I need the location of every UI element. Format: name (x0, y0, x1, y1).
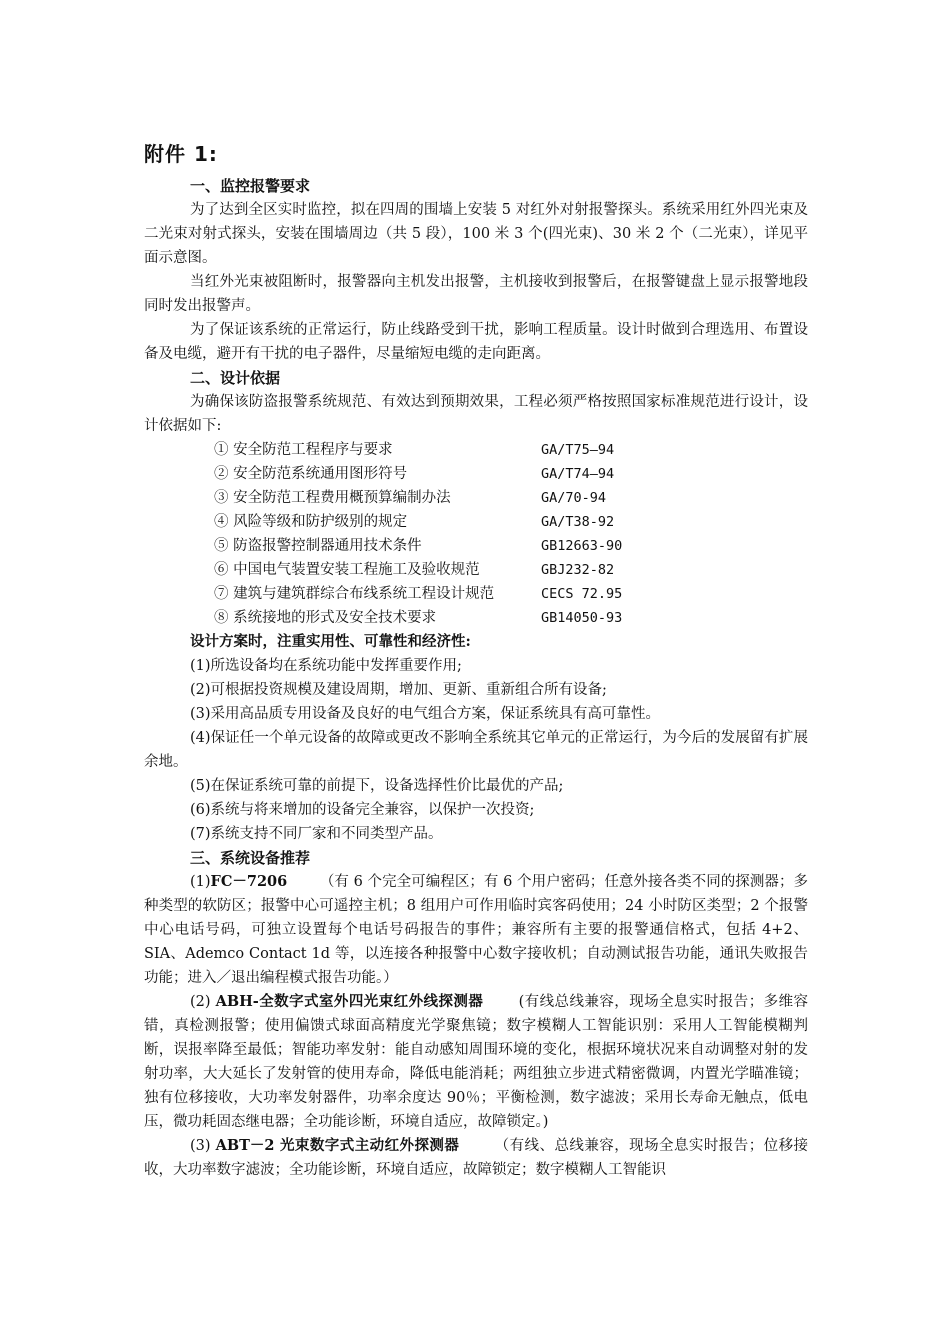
equipment-item (144, 870, 808, 990)
equipment-name: FC－7206 (210, 873, 288, 890)
standard-name: ⑤ 防盗报警控制器通用技术条件 (214, 538, 422, 554)
standard-code: CECS 72.95 (541, 586, 623, 602)
standard-item (144, 558, 808, 582)
section2-intro: 为确保该防盗报警系统规范、有效达到预期效果，工程必须严格按照国家标准规范进行设计，设计依据如下: (144, 394, 808, 434)
equipment-description: （有 6 个完全可编程区；有 6 个用户密码；任意外接各类不同的探测器；多种类型的软防区；报警中心可遥控主机；8 组用户可作用临时宾客码使用；24 小时防区类型；2 个报警中心电话号码，可独立设置每个电话号码报告的事件；兼容所有主要的报警通信格式，包括 4+2、SIA、Ademco Contact 1d 等，以连接各种报警中心数字接收机；自动测试报告功能，通讯失败报告功能；进入／退出编程模式报告功能。） (144, 874, 808, 986)
standard-item (144, 438, 808, 462)
standard-code: GBJ232-82 (541, 562, 615, 578)
principle-item: (2)可根据投资规模及建设周期，增加、更新、重新组合所有设备; (190, 682, 607, 698)
section1-paragraph-3: 为了保证该系统的正常运行，防止线路受到干扰，影响工程质量。设计时做到合理选用、布置设备及电缆，避开有干扰的电子器件，尽量缩短电缆的走向距离。 (144, 322, 808, 362)
standard-item (144, 510, 808, 534)
equipment-prefix: (2) (190, 994, 211, 1010)
equipment-description: （有线、总线兼容，现场全息实时报告；位移接收，大功率数字滤波；全功能诊断，环境自适应，故障锁定；数字模糊人工智能识 (144, 1138, 809, 1178)
standard-name: ② 安全防范系统通用图形符号 (214, 466, 408, 482)
standard-code: GA/T38-92 (541, 514, 615, 530)
standard-name: ⑥ 中国电气装置安装工程施工及验收规范 (214, 562, 480, 578)
standard-code: GB12663-90 (541, 538, 623, 554)
standard-code: GA/T74—94 (541, 466, 615, 482)
standard-name: ⑧ 系统接地的形式及安全技术要求 (214, 610, 437, 626)
equipment-prefix: (1) (190, 874, 211, 890)
standard-name: ③ 安全防范工程费用概预算编制办法 (214, 490, 451, 506)
section3-heading: 三、系统设备推荐 (190, 849, 311, 867)
principle-item: (1)所选设备均在系统功能中发挥重要作用; (190, 658, 462, 674)
standard-code: GA/70-94 (541, 490, 607, 506)
equipment-name: ABT－2 光束数字式主动红外探测器 (215, 1137, 460, 1154)
principle-heading: 设计方案时，注重实用性、可靠性和经济性: (190, 633, 471, 650)
standard-name: ④ 风险等级和防护级别的规定 (214, 514, 408, 530)
standard-name: ① 安全防范工程程序与要求 (214, 442, 393, 458)
standard-code: GA/T75—94 (541, 442, 615, 458)
section1-paragraph-1: 为了达到全区实时监控，拟在四周的围墙上安装 5 对红外对射报警探头。系统采用红外四光束及二光束对射式探头，安装在围墙周边（共 5 段），100 米 3 个(四光束)、30 米 2 个（二光束），详见平面示意图。 (144, 202, 808, 266)
principle-item: (3)采用高品质专用设备及良好的电气组合方案，保证系统具有高可靠性。 (190, 706, 661, 722)
equipment-name: ABH-全数字式室外四光束红外线探测器 (215, 993, 484, 1010)
equipment-item (144, 1134, 808, 1182)
standard-name: ⑦ 建筑与建筑群综合布线系统工程设计规范 (214, 586, 495, 602)
standard-item (144, 462, 808, 486)
principle-item: (4)保证任一个单元设备的故障或更改不影响全系统其它单元的正常运行，为今后的发展留有扩展余地。 (144, 730, 808, 770)
section1-paragraph-2: 当红外光束被阻断时，报警器向主机发出报警，主机接收到报警后，在报警键盘上显示报警地段同时发出报警声。 (144, 274, 808, 314)
section2-heading: 二、设计依据 (190, 369, 281, 387)
section1-heading: 一、监控报警要求 (190, 177, 311, 195)
equipment-prefix: (3) (190, 1138, 211, 1154)
principle-item: (6)系统与将来增加的设备完全兼容，以保护一次投资; (190, 802, 535, 818)
page-title: 附件 1: (144, 142, 218, 166)
principle-item: (7)系统支持不同厂家和不同类型产品。 (190, 826, 443, 842)
standard-code: GB14050-93 (541, 610, 623, 626)
standard-item (144, 486, 808, 510)
principle-item: (5)在保证系统可靠的前提下，设备选择性价比最优的产品; (190, 778, 564, 794)
document-body (144, 174, 808, 1182)
standard-item (144, 606, 808, 630)
equipment-description: (有线总线兼容，现场全息实时报告；多维容错，真检测报警；使用偏馈式球面高精度光学聚焦镜；数字模糊人工智能识别：采用人工智能模糊判断，误报率降至最低；智能功率发射：能自动感知周围环境的变化，根据环境状况来自动调整对射的发射功率，大大延长了发射管的使用寿命，降低电能消耗；两组独立步进式精密微调，内置光学瞄准镜；独有位移接收，大功率发射器件，功率余度达 90％；平衡检测，数字滤波；采用长寿命无触点，低电压，微功耗固态继电器；全功能诊断，环境自适应，故障锁定。) (144, 994, 809, 1130)
equipment-item (144, 990, 808, 1134)
standard-item (144, 582, 808, 606)
standard-item (144, 534, 808, 558)
